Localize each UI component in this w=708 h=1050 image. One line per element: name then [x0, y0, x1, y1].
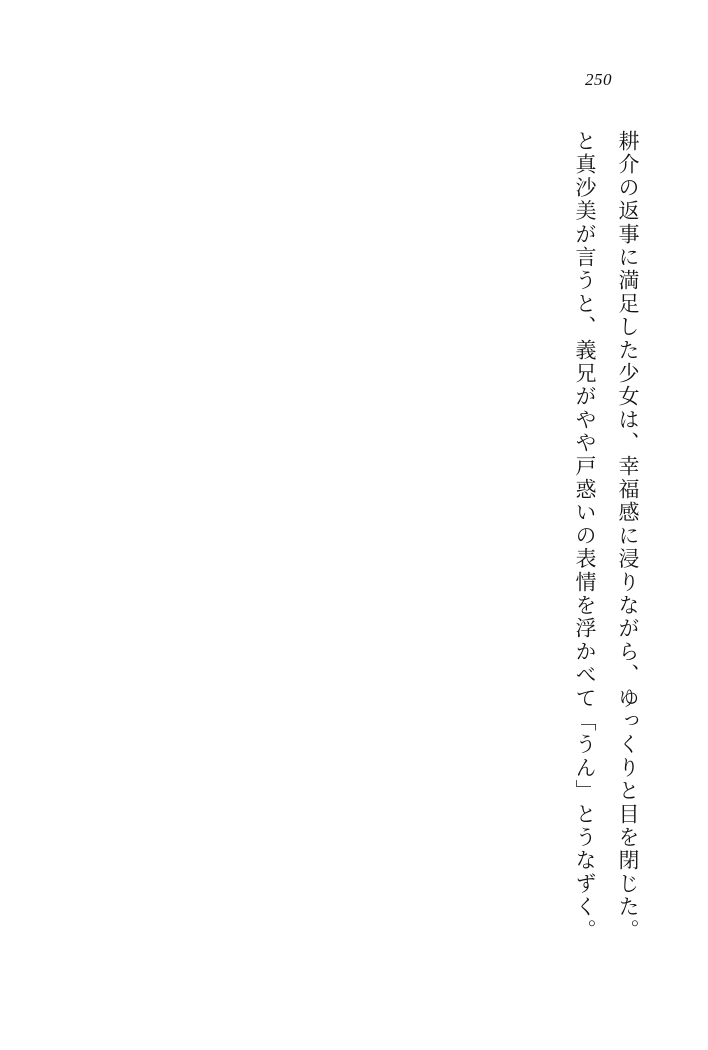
page-number: 250 [585, 70, 612, 89]
text-column-2: 耕介の返事に満足した少女は、幸福感に浸りながら、ゆっくりと目を閉じた。 [616, 130, 640, 942]
vertical-text-block [573, 130, 640, 942]
text-column-1: と真沙美が言うと、義兄がやや戸惑いの表情を浮かべて「うん」とうなずく。 [573, 130, 597, 942]
